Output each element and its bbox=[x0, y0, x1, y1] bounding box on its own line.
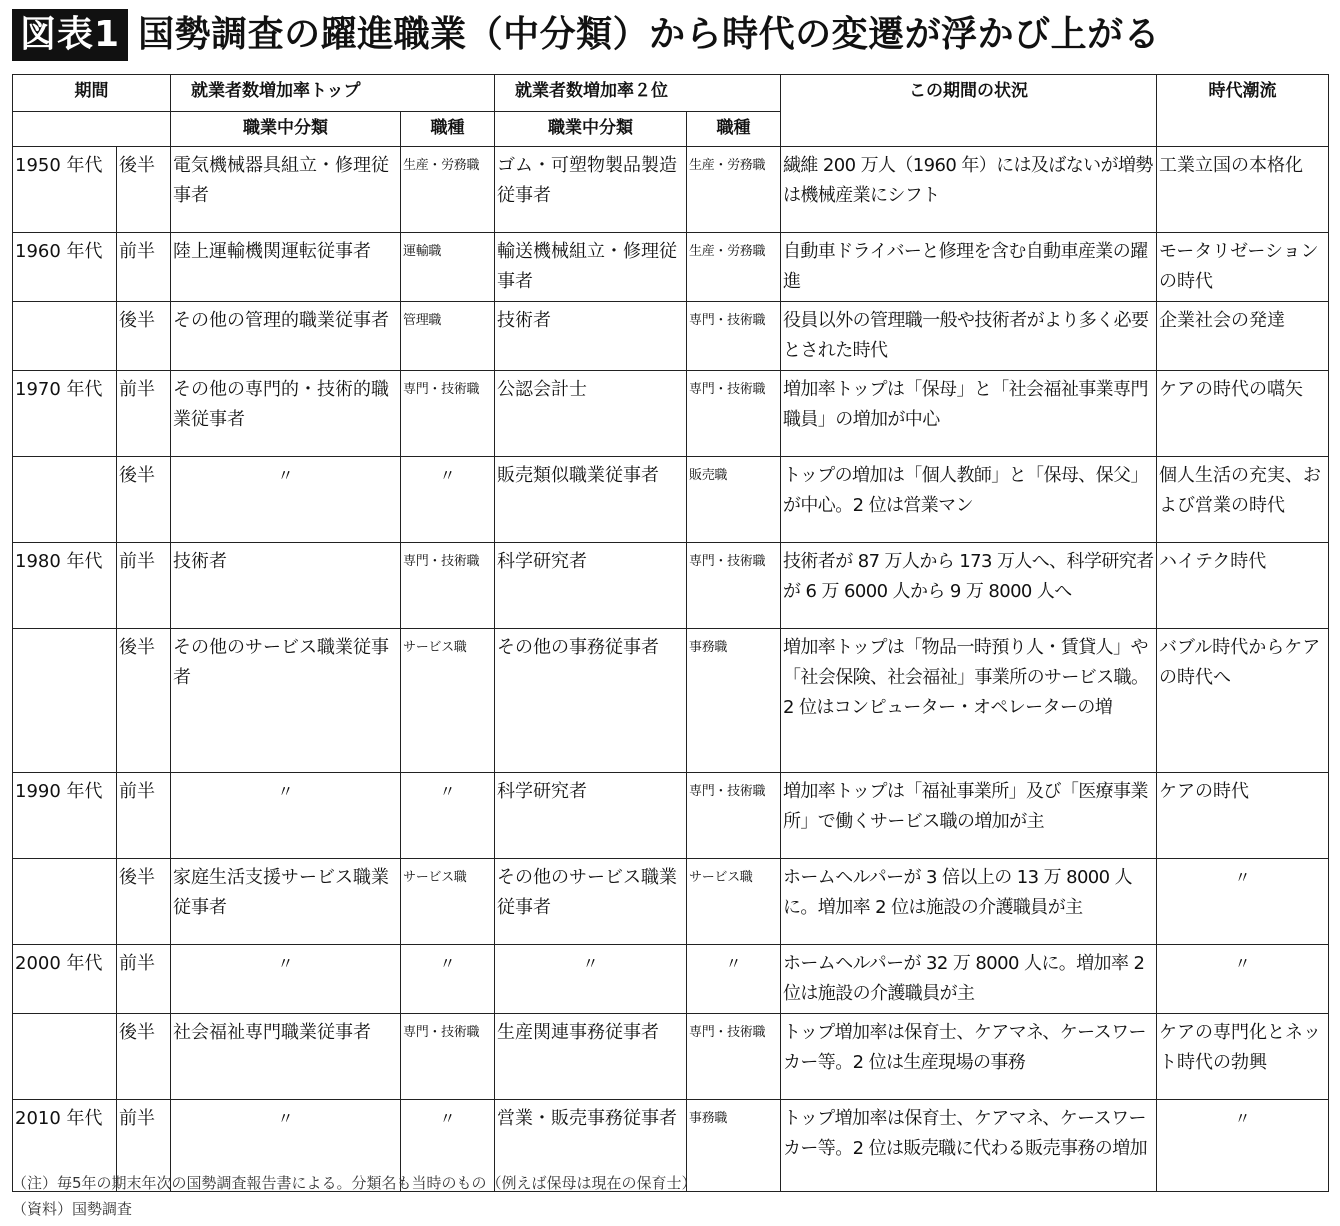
header-situation: この期間の状況 bbox=[781, 75, 1157, 147]
cell-situation: 繊維 200 万人（1960 年）には及ばないが増勢は機械産業にシフト bbox=[781, 147, 1157, 233]
cell-trend: バブル時代からケアの時代へ bbox=[1157, 629, 1329, 773]
header-second-occupation: 職業中分類 bbox=[495, 112, 687, 147]
cell-decade: 1960 年代 bbox=[13, 233, 117, 302]
cell-second-occupation: 技術者 bbox=[495, 302, 687, 371]
cell-second-category: 専門・技術職 bbox=[687, 302, 781, 371]
cell-top-occupation: 社会福祉専門職業従事者 bbox=[171, 1014, 401, 1100]
cell-top-category: 生産・労務職 bbox=[401, 147, 495, 233]
cell-trend: モータリゼーションの時代 bbox=[1157, 233, 1329, 302]
cell-second-occupation: 科学研究者 bbox=[495, 773, 687, 859]
cell-half: 前半 bbox=[117, 773, 171, 859]
cell-top-category: サービス職 bbox=[401, 859, 495, 945]
cell-decade bbox=[13, 302, 117, 371]
cell-top-category: 専門・技術職 bbox=[401, 1014, 495, 1100]
cell-top-occupation: 家庭生活支援サービス職業従事者 bbox=[171, 859, 401, 945]
cell-second-occupation: 生産関連事務従事者 bbox=[495, 1014, 687, 1100]
footnote-note: （注）毎5年の期末年次の国勢調査報告書による。分類名も当時のもの（例えば保母は現在の保育士） bbox=[12, 1174, 697, 1192]
cell-second-occupation: ゴム・可塑物製品製造従事者 bbox=[495, 147, 687, 233]
cell-half: 後半 bbox=[117, 1014, 171, 1100]
cell-top-category: 専門・技術職 bbox=[401, 543, 495, 629]
page-title: 国勢調査の躍進職業（中分類）から時代の変遷が浮かび上がる bbox=[138, 14, 1161, 55]
title-bar bbox=[12, 8, 1328, 62]
cell-top-category: 〃 bbox=[401, 945, 495, 1014]
cell-trend: 個人生活の充実、および営業の時代 bbox=[1157, 457, 1329, 543]
cell-second-category: 専門・技術職 bbox=[687, 543, 781, 629]
table-row bbox=[13, 773, 1329, 859]
cell-half: 前半 bbox=[117, 233, 171, 302]
cell-top-category: 〃 bbox=[401, 773, 495, 859]
header-top-category: 職種 bbox=[401, 112, 495, 147]
cell-top-occupation: 〃 bbox=[171, 1100, 401, 1192]
cell-top-occupation: 〃 bbox=[171, 773, 401, 859]
cell-second-category: 販売職 bbox=[687, 457, 781, 543]
cell-top-category: 管理職 bbox=[401, 302, 495, 371]
cell-half: 後半 bbox=[117, 302, 171, 371]
cell-situation: トップ増加率は保育士、ケアマネ、ケースワーカー等。2 位は販売職に代わる販売事務の増加 bbox=[781, 1100, 1157, 1192]
cell-top-occupation: その他の専門的・技術的職業従事者 bbox=[171, 371, 401, 457]
table-body bbox=[13, 147, 1329, 1192]
table-row bbox=[13, 859, 1329, 945]
cell-second-category: 事務職 bbox=[687, 629, 781, 773]
cell-situation: トップの増加は「個人教師」と「保母、保父」が中心。2 位は営業マン bbox=[781, 457, 1157, 543]
cell-top-category: サービス職 bbox=[401, 629, 495, 773]
header-period-blank bbox=[13, 112, 171, 147]
cell-second-category: 専門・技術職 bbox=[687, 1014, 781, 1100]
cell-second-occupation: 販売類似職業従事者 bbox=[495, 457, 687, 543]
table-row bbox=[13, 457, 1329, 543]
cell-decade bbox=[13, 1014, 117, 1100]
table-row bbox=[13, 371, 1329, 457]
footnote-source: （資料）国勢調査 bbox=[12, 1200, 133, 1218]
cell-trend: 〃 bbox=[1157, 859, 1329, 945]
cell-second-occupation: 科学研究者 bbox=[495, 543, 687, 629]
cell-situation: ホームヘルパーが 32 万 8000 人に。増加率 2 位は施設の介護職員が主 bbox=[781, 945, 1157, 1014]
figure-badge: 図表1 bbox=[12, 9, 128, 61]
cell-decade: 2000 年代 bbox=[13, 945, 117, 1014]
cell-top-occupation: その他のサービス職業従事者 bbox=[171, 629, 401, 773]
cell-decade bbox=[13, 457, 117, 543]
cell-trend: 〃 bbox=[1157, 945, 1329, 1014]
cell-top-occupation: 技術者 bbox=[171, 543, 401, 629]
table-row bbox=[13, 1014, 1329, 1100]
cell-half: 後半 bbox=[117, 457, 171, 543]
cell-decade: 1980 年代 bbox=[13, 543, 117, 629]
cell-second-occupation: 営業・販売事務従事者 bbox=[495, 1100, 687, 1192]
table-row bbox=[13, 945, 1329, 1014]
cell-situation: ホームヘルパーが 3 倍以上の 13 万 8000 人に。増加率 2 位は施設の介護職員が主 bbox=[781, 859, 1157, 945]
cell-half: 後半 bbox=[117, 629, 171, 773]
cell-second-occupation: その他の事務従事者 bbox=[495, 629, 687, 773]
header-top-occupation: 職業中分類 bbox=[171, 112, 401, 147]
cell-second-category: 専門・技術職 bbox=[687, 371, 781, 457]
cell-situation: 増加率トップは「保母」と「社会福祉事業専門職員」の増加が中心 bbox=[781, 371, 1157, 457]
cell-trend: 企業社会の発達 bbox=[1157, 302, 1329, 371]
header-top: 就業者数増加率トップ bbox=[171, 75, 495, 112]
cell-half: 前半 bbox=[117, 371, 171, 457]
table-row bbox=[13, 302, 1329, 371]
cell-situation: 増加率トップは「福祉事業所」及び「医療事業所」で働くサービス職の増加が主 bbox=[781, 773, 1157, 859]
cell-top-occupation: 電気機械器具組立・修理従事者 bbox=[171, 147, 401, 233]
cell-decade: 1990 年代 bbox=[13, 773, 117, 859]
occupation-table bbox=[12, 74, 1329, 1192]
cell-situation: 自動車ドライバーと修理を含む自動車産業の躍進 bbox=[781, 233, 1157, 302]
cell-trend: ケアの時代の嚆矢 bbox=[1157, 371, 1329, 457]
cell-half: 前半 bbox=[117, 543, 171, 629]
cell-top-occupation: 〃 bbox=[171, 945, 401, 1014]
cell-second-category: 専門・技術職 bbox=[687, 773, 781, 859]
header-second: 就業者数増加率２位 bbox=[495, 75, 781, 112]
cell-top-category: 運輸職 bbox=[401, 233, 495, 302]
cell-decade: 1970 年代 bbox=[13, 371, 117, 457]
table-row bbox=[13, 147, 1329, 233]
cell-top-occupation: 陸上運輸機関運転従事者 bbox=[171, 233, 401, 302]
header-trend: 時代潮流 bbox=[1157, 75, 1329, 147]
cell-second-occupation: 〃 bbox=[495, 945, 687, 1014]
cell-second-category: 〃 bbox=[687, 945, 781, 1014]
cell-trend: 〃 bbox=[1157, 1100, 1329, 1192]
cell-second-category: 事務職 bbox=[687, 1100, 781, 1192]
cell-trend: 工業立国の本格化 bbox=[1157, 147, 1329, 233]
table-row bbox=[13, 233, 1329, 302]
cell-situation: トップ増加率は保育士、ケアマネ、ケースワーカー等。2 位は生産現場の事務 bbox=[781, 1014, 1157, 1100]
cell-second-occupation: 公認会計士 bbox=[495, 371, 687, 457]
cell-top-category: 〃 bbox=[401, 457, 495, 543]
cell-decade bbox=[13, 629, 117, 773]
cell-second-category: サービス職 bbox=[687, 859, 781, 945]
cell-top-occupation: 〃 bbox=[171, 457, 401, 543]
cell-half: 後半 bbox=[117, 147, 171, 233]
cell-decade: 1950 年代 bbox=[13, 147, 117, 233]
table-row bbox=[13, 543, 1329, 629]
cell-top-category: 専門・技術職 bbox=[401, 371, 495, 457]
cell-half: 後半 bbox=[117, 859, 171, 945]
cell-second-occupation: 輸送機械組立・修理従事者 bbox=[495, 233, 687, 302]
cell-situation: 技術者が 87 万人から 173 万人へ、科学研究者が 6 万 6000 人から 9 万 8000 人へ bbox=[781, 543, 1157, 629]
cell-trend: ケアの専門化とネット時代の勃興 bbox=[1157, 1014, 1329, 1100]
cell-second-occupation: その他のサービス職業従事者 bbox=[495, 859, 687, 945]
cell-second-category: 生産・労務職 bbox=[687, 233, 781, 302]
cell-half: 前半 bbox=[117, 1100, 171, 1192]
cell-decade: 2010 年代 bbox=[13, 1100, 117, 1192]
cell-second-category: 生産・労務職 bbox=[687, 147, 781, 233]
header-period: 期間 bbox=[13, 75, 171, 112]
cell-half: 前半 bbox=[117, 945, 171, 1014]
cell-top-category: 〃 bbox=[401, 1100, 495, 1192]
cell-situation: 増加率トップは「物品一時預り人・賃貸人」や「社会保険、社会福祉」事業所のサービス職。2 位はコンピューター・オペレーターの増 bbox=[781, 629, 1157, 773]
cell-trend: ハイテク時代 bbox=[1157, 543, 1329, 629]
header-second-category: 職種 bbox=[687, 112, 781, 147]
cell-trend: ケアの時代 bbox=[1157, 773, 1329, 859]
cell-situation: 役員以外の管理職一般や技術者がより多く必要とされた時代 bbox=[781, 302, 1157, 371]
cell-top-occupation: その他の管理的職業従事者 bbox=[171, 302, 401, 371]
table-row bbox=[13, 629, 1329, 773]
cell-decade bbox=[13, 859, 117, 945]
